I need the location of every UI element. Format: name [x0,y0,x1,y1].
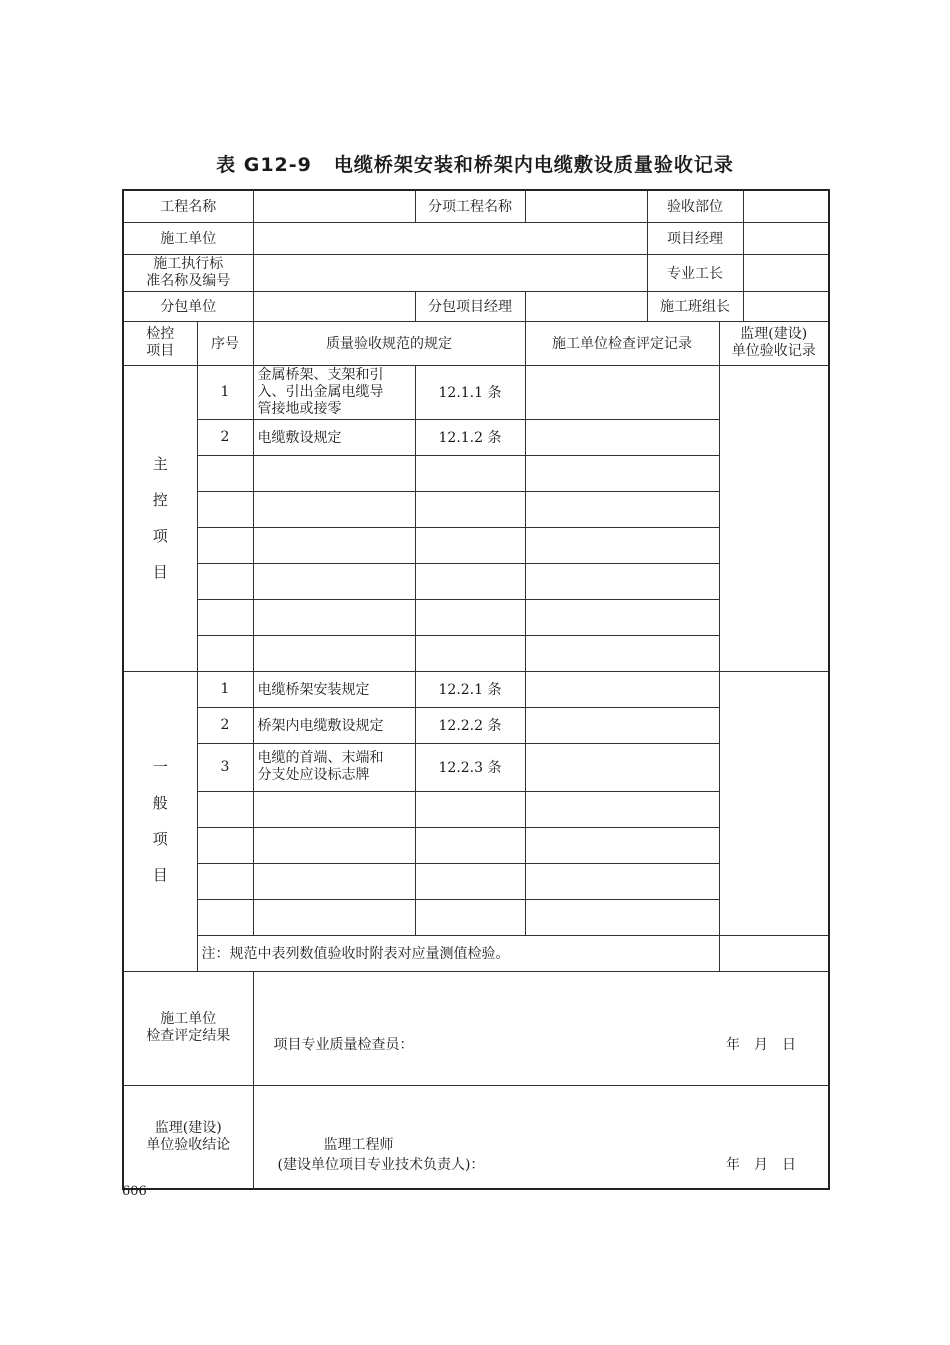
row-seq: 2 [197,707,253,743]
row-desc [253,863,415,899]
row-clause [415,899,525,935]
label-sub-project-manager: 分包项目经理 [415,291,525,321]
label-acceptance-part: 验收部位 [647,190,743,222]
column-control-item [123,321,197,365]
row-clause: 12.2.2 条 [415,707,525,743]
row-desc-line: 金属桥架、支架和引 [257,366,384,383]
row-seq: 3 [197,743,253,791]
value-foreman[interactable] [743,254,829,291]
row-clause [415,599,525,635]
row-seq [197,599,253,635]
row-desc: 电缆桥架安装规定 [253,671,415,707]
row-construction-record[interactable] [525,527,719,563]
value-subcontractor[interactable] [253,291,415,321]
row-seq [197,899,253,935]
main-supervision-record[interactable] [719,365,829,671]
row-desc [253,491,415,527]
section-label-char: 般 [152,794,168,812]
row-seq [197,635,253,671]
value-project-name[interactable] [253,190,415,222]
column-control-line2: 项目 [146,343,175,359]
row-desc-line: 电缆的首端、末端和 [257,750,384,766]
row-clause [415,563,525,599]
row-construction-record[interactable] [525,599,719,635]
row-seq [197,791,253,827]
section-label-char: 一 [152,758,168,776]
section-label-general [123,671,197,971]
section-label-char: 目 [152,563,168,581]
row-clause: 12.1.1 条 [415,365,525,419]
row-seq: 2 [197,419,253,455]
column-construction-record: 施工单位检查评定记录 [525,321,719,365]
label-project-name: 工程名称 [123,190,253,222]
label-construction-result-line2: 检查评定结果 [146,1028,231,1044]
section-label-char: 项 [152,830,168,848]
label-team-leader: 施工班组长 [647,291,743,321]
row-construction-record[interactable] [525,707,719,743]
row-construction-record[interactable] [525,419,719,455]
table-row [123,671,829,707]
table-row [123,365,829,419]
inspector-label: 项目专业质量检查员： [273,1036,414,1053]
section-label-main [123,365,197,671]
row-desc [253,827,415,863]
row-clause [415,863,525,899]
row-clause: 12.2.1 条 [415,671,525,707]
row-desc [253,455,415,491]
row-seq: 1 [197,671,253,707]
value-team-leader[interactable] [743,291,829,321]
row-seq [197,827,253,863]
row-desc: 桥架内电缆敷设规定 [253,707,415,743]
label-construction-result-line1: 施工单位 [160,1011,217,1027]
row-construction-record[interactable] [525,491,719,527]
label-supervision-conclusion-line1: 监理(建设) [154,1119,222,1136]
row-desc [253,527,415,563]
label-supervision-conclusion [123,1085,253,1189]
row-clause [415,791,525,827]
row-desc-line: 管接地或接零 [257,400,342,417]
row-desc-line: 入、引出金属电缆导 [257,383,384,400]
row-desc [253,635,415,671]
row-desc [253,365,415,419]
row-construction-record[interactable] [525,827,719,863]
row-construction-record[interactable] [525,563,719,599]
page-number: 606 [122,1184,147,1199]
row-construction-record[interactable] [525,743,719,791]
row-construction-record[interactable] [525,635,719,671]
row-clause: 12.2.3 条 [415,743,525,791]
value-construction-unit[interactable] [253,222,647,254]
row-seq [197,863,253,899]
value-sub-project-name[interactable] [525,190,647,222]
row-clause [415,491,525,527]
row-construction-record[interactable] [525,899,719,935]
row-desc [253,599,415,635]
supervision-conclusion-cell[interactable] [253,1085,829,1189]
label-project-manager: 项目经理 [647,222,743,254]
supervision-date: 年月日 [726,1156,810,1173]
row-clause [415,455,525,491]
row-clause [415,527,525,563]
row-construction-record[interactable] [525,671,719,707]
section-label-char: 主 [152,455,168,473]
row-desc [253,899,415,935]
row-construction-record[interactable] [525,863,719,899]
construction-date: 年月日 [726,1036,810,1053]
general-supervision-record[interactable] [719,671,829,935]
row-construction-record[interactable] [525,455,719,491]
engineer-label: 监理工程师 [323,1136,394,1153]
row-desc: 电缆敷设规定 [253,419,415,455]
note-text: 注：规范中表列数值验收时附表对应量测值检验。 [197,935,719,971]
label-subcontractor: 分包单位 [123,291,253,321]
row-desc [253,563,415,599]
value-standard[interactable] [253,254,647,291]
row-clause: 12.1.2 条 [415,419,525,455]
table-title: 电缆桥架安装和桥架内电缆敷设质量验收记录 [333,154,734,176]
row-clause [415,827,525,863]
column-supervision-record [719,321,829,365]
label-foreman: 专业工长 [647,254,743,291]
column-spec: 质量验收规范的规定 [253,321,525,365]
section-label-char: 项 [152,527,168,545]
row-seq: 1 [197,365,253,419]
row-desc-line: 分支处应设标志牌 [257,767,370,783]
column-supervision-line1: 监理(建设) [740,326,808,342]
construction-result-cell[interactable] [253,971,829,1085]
table-code: 表 G12-9 [216,154,312,176]
row-construction-record[interactable] [525,791,719,827]
row-clause [415,635,525,671]
label-standard-line1: 施工执行标 [153,255,224,272]
label-standard [123,254,253,291]
label-supervision-conclusion-line2: 单位验收结论 [146,1136,231,1153]
row-seq [197,527,253,563]
note-row-blank [719,935,829,971]
note-row [123,935,829,971]
value-sub-project-manager[interactable] [525,291,647,321]
row-construction-record[interactable] [525,365,719,419]
value-project-manager[interactable] [743,222,829,254]
row-desc [253,791,415,827]
label-sub-project-name: 分项工程名称 [415,190,525,222]
section-label-char: 控 [152,491,168,509]
row-seq [197,491,253,527]
label-construction-result [123,971,253,1085]
page-title [0,150,950,177]
row-seq [197,563,253,599]
column-control-line1: 检控 [146,326,175,342]
column-supervision-line2: 单位验收记录 [731,343,816,359]
value-acceptance-part[interactable] [743,190,829,222]
section-label-char: 目 [152,866,168,884]
acceptance-form-table [122,189,830,1190]
label-construction-unit: 施工单位 [123,222,253,254]
engineer-label-sub: (建设单位项目专业技术负责人)： [277,1156,485,1173]
label-standard-line2: 准名称及编号 [146,272,231,289]
row-seq [197,455,253,491]
row-desc [253,743,415,791]
column-seq: 序号 [197,321,253,365]
